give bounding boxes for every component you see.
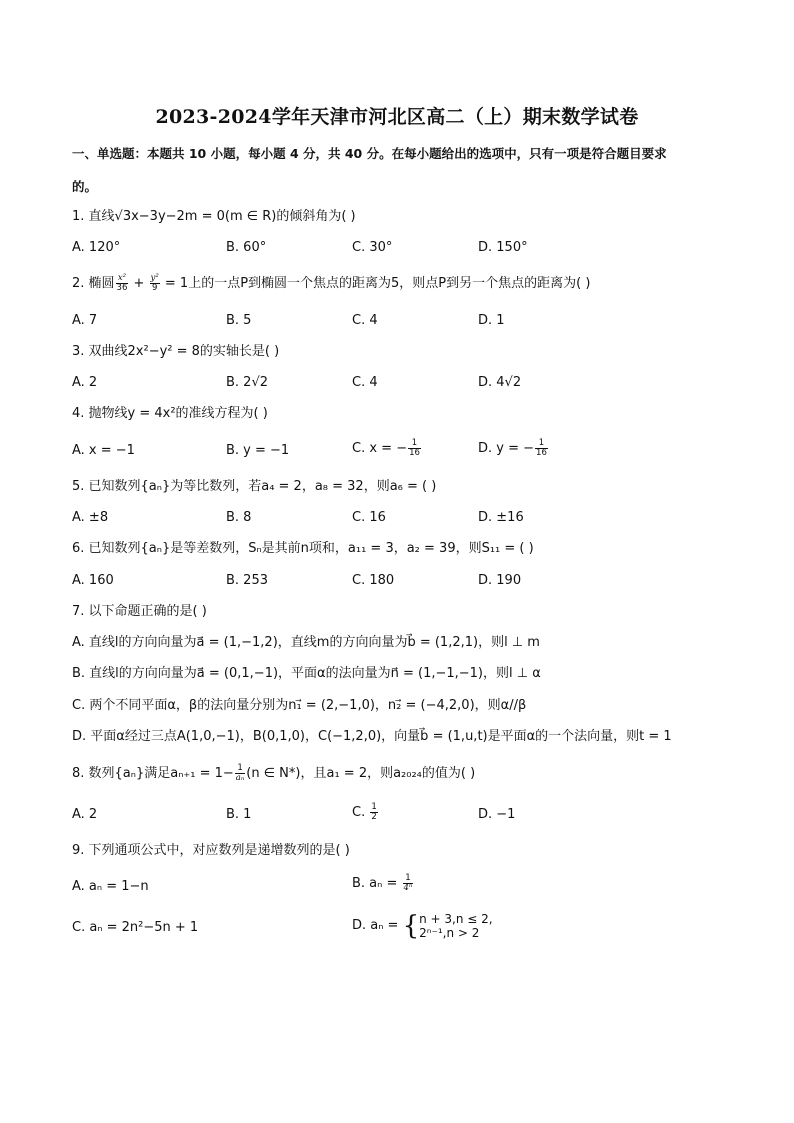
- fraction-denominator: 4ⁿ: [403, 883, 413, 893]
- question-2-option-c: C. 4: [352, 313, 378, 328]
- question-8-option-a: A. 2: [72, 807, 98, 822]
- question-3-option-d: D. 4√2: [478, 375, 522, 390]
- question-2-prefix: 2. 椭圆: [72, 276, 115, 291]
- question-8-suffix: (n ∈ N*)，且a₁ = 2，则a₂₀₂₄的值为( ): [246, 766, 476, 781]
- question-7-option-b: B. 直线l的方向向量为a⃗ = (0,1,−1)，平面α的法向量为n⃗ = (1,−1,−1)，则l ⊥ α: [72, 666, 541, 681]
- piecewise-case-1: n + 3,n ≤ 2,: [419, 912, 493, 926]
- question-2-suffix: = 1上的一点P到椭圆一个焦点的距离为5，则点P到另一个焦点的距离为( ): [160, 276, 591, 291]
- fraction-numerator: 1: [403, 874, 414, 884]
- question-9-option-b-fraction: [403, 874, 414, 893]
- question-8-prefix: 8. 数列{aₙ}满足aₙ₊₁ = 1−: [72, 766, 234, 781]
- question-4-option-b: B. y = −1: [226, 443, 290, 458]
- exam-title: 2023-2024学年天津市河北区高二（上）期末数学试卷: [155, 106, 639, 128]
- question-3-option-c: C. 4: [352, 375, 378, 390]
- question-6-option-d: D. 190: [478, 573, 522, 588]
- question-2-option-b: B. 5: [226, 313, 252, 328]
- question-5-option-a: A. ±8: [72, 510, 109, 525]
- question-8-option-d: D. −1: [478, 807, 516, 822]
- question-5-stem: 5. 已知数列{aₙ}为等比数列，若a₄ = 2，a₈ = 32，则a₆ = ( ): [72, 479, 437, 494]
- question-5-option-b: B. 8: [226, 510, 252, 525]
- question-9-option-c: C. aₙ = 2n²−5n + 1: [72, 920, 199, 935]
- question-3-option-a: A. 2: [72, 375, 98, 390]
- question-8-fraction: [235, 764, 246, 783]
- brace-symbol: {: [402, 911, 420, 941]
- question-2-fraction-y: [150, 274, 160, 293]
- question-1-option-b: B. 60°: [226, 240, 267, 255]
- question-4-option-d-fraction: [535, 439, 548, 458]
- fraction-denominator: 2: [371, 812, 377, 822]
- question-9-option-d: [352, 911, 493, 941]
- question-2-option-d: D. 1: [478, 313, 505, 328]
- fraction-numerator: 1: [408, 439, 421, 449]
- option-prefix: D. y = −: [478, 441, 535, 456]
- question-1-stem: 1. 直线√3x−3y−2m = 0(m ∈ R)的倾斜角为( ): [72, 209, 356, 224]
- question-3-option-b: B. 2√2: [226, 375, 269, 390]
- question-8-stem: [72, 764, 475, 783]
- question-5-option-c: C. 16: [352, 510, 386, 525]
- question-8-option-c-fraction: [370, 803, 377, 822]
- fraction-denominator: 9: [151, 283, 158, 293]
- option-prefix: B. aₙ =: [352, 876, 402, 891]
- question-9-option-b: [352, 874, 414, 893]
- section-instruction-line1: 一、单选题：本题共 10 小题，每小题 4 分，共 40 分。在每小题给出的选项中，只有一项是符合题目要求: [72, 146, 667, 161]
- question-8-option-b: B. 1: [226, 807, 252, 822]
- question-2-plus: +: [129, 276, 149, 291]
- question-7-option-d: D. 平面α经过三点A(1,0,−1)，B(0,1,0)，C(−1,2,0)，向量b⃗ = (1,u,t)是平面α的一个法向量，则t = 1: [72, 729, 672, 744]
- question-7-option-c: C. 两个不同平面α，β的法向量分别为n₁⃗ = (2,−1,0)，n₂⃗ = (−4,2,0)，则α//β: [72, 698, 527, 713]
- question-4-option-a: A. x = −1: [72, 443, 135, 458]
- fraction-numerator: y²: [150, 273, 159, 283]
- question-6-option-b: B. 253: [226, 573, 268, 588]
- question-1-option-c: C. 30°: [352, 240, 393, 255]
- section-instruction-line2: 的。: [72, 179, 98, 194]
- fraction-denominator: 16: [409, 448, 420, 458]
- question-2-stem: [72, 274, 590, 293]
- option-prefix: D. aₙ =: [352, 918, 403, 933]
- question-9-option-a: A. aₙ = 1−n: [72, 879, 149, 894]
- question-4-option-d: [478, 439, 549, 458]
- question-9-stem: 9. 下列通项公式中，对应数列是递增数列的是( ): [72, 843, 350, 858]
- fraction-numerator: 1: [371, 802, 377, 812]
- question-1-option-a: A. 120°: [72, 240, 121, 255]
- question-6-option-c: C. 180: [352, 573, 395, 588]
- piecewise-cases: [419, 912, 492, 940]
- option-prefix: C. x = −: [352, 441, 408, 456]
- question-8-option-c: [352, 803, 379, 822]
- piecewise-case-2: 2ⁿ⁻¹,n > 2: [419, 926, 480, 940]
- question-2-option-a: A. 7: [72, 313, 98, 328]
- question-4-stem: 4. 抛物线y = 4x²的准线方程为( ): [72, 406, 268, 421]
- fraction-denominator: aₙ: [235, 773, 245, 783]
- question-7-option-a: A. 直线l的方向向量为a⃗ = (1,−1,2)，直线m的方向向量为b⃗ = (1,2,1)，则l ⊥ m: [72, 635, 540, 650]
- fraction-numerator: x²: [116, 274, 129, 284]
- fraction-denominator: 16: [536, 448, 547, 458]
- question-4-option-c-fraction: [408, 439, 421, 458]
- question-6-option-a: A. 160: [72, 573, 114, 588]
- question-2-fraction-x: [116, 274, 129, 293]
- question-7-stem: 7. 以下命题正确的是( ): [72, 604, 207, 619]
- question-6-stem: 6. 已知数列{aₙ}是等差数列，Sₙ是其前n项和，a₁₁ = 3，a₂ = 39，则S₁₁ = ( ): [72, 541, 534, 556]
- question-1-option-d: D. 150°: [478, 240, 528, 255]
- question-5-option-d: D. ±16: [478, 510, 524, 525]
- question-3-stem: 3. 双曲线2x²−y² = 8的实轴长是( ): [72, 344, 280, 359]
- fraction-denominator: 36: [116, 283, 128, 293]
- fraction-numerator: 1: [235, 764, 246, 774]
- question-4-option-c: [352, 439, 422, 458]
- fraction-numerator: 1: [535, 439, 548, 449]
- option-prefix: C.: [352, 805, 370, 820]
